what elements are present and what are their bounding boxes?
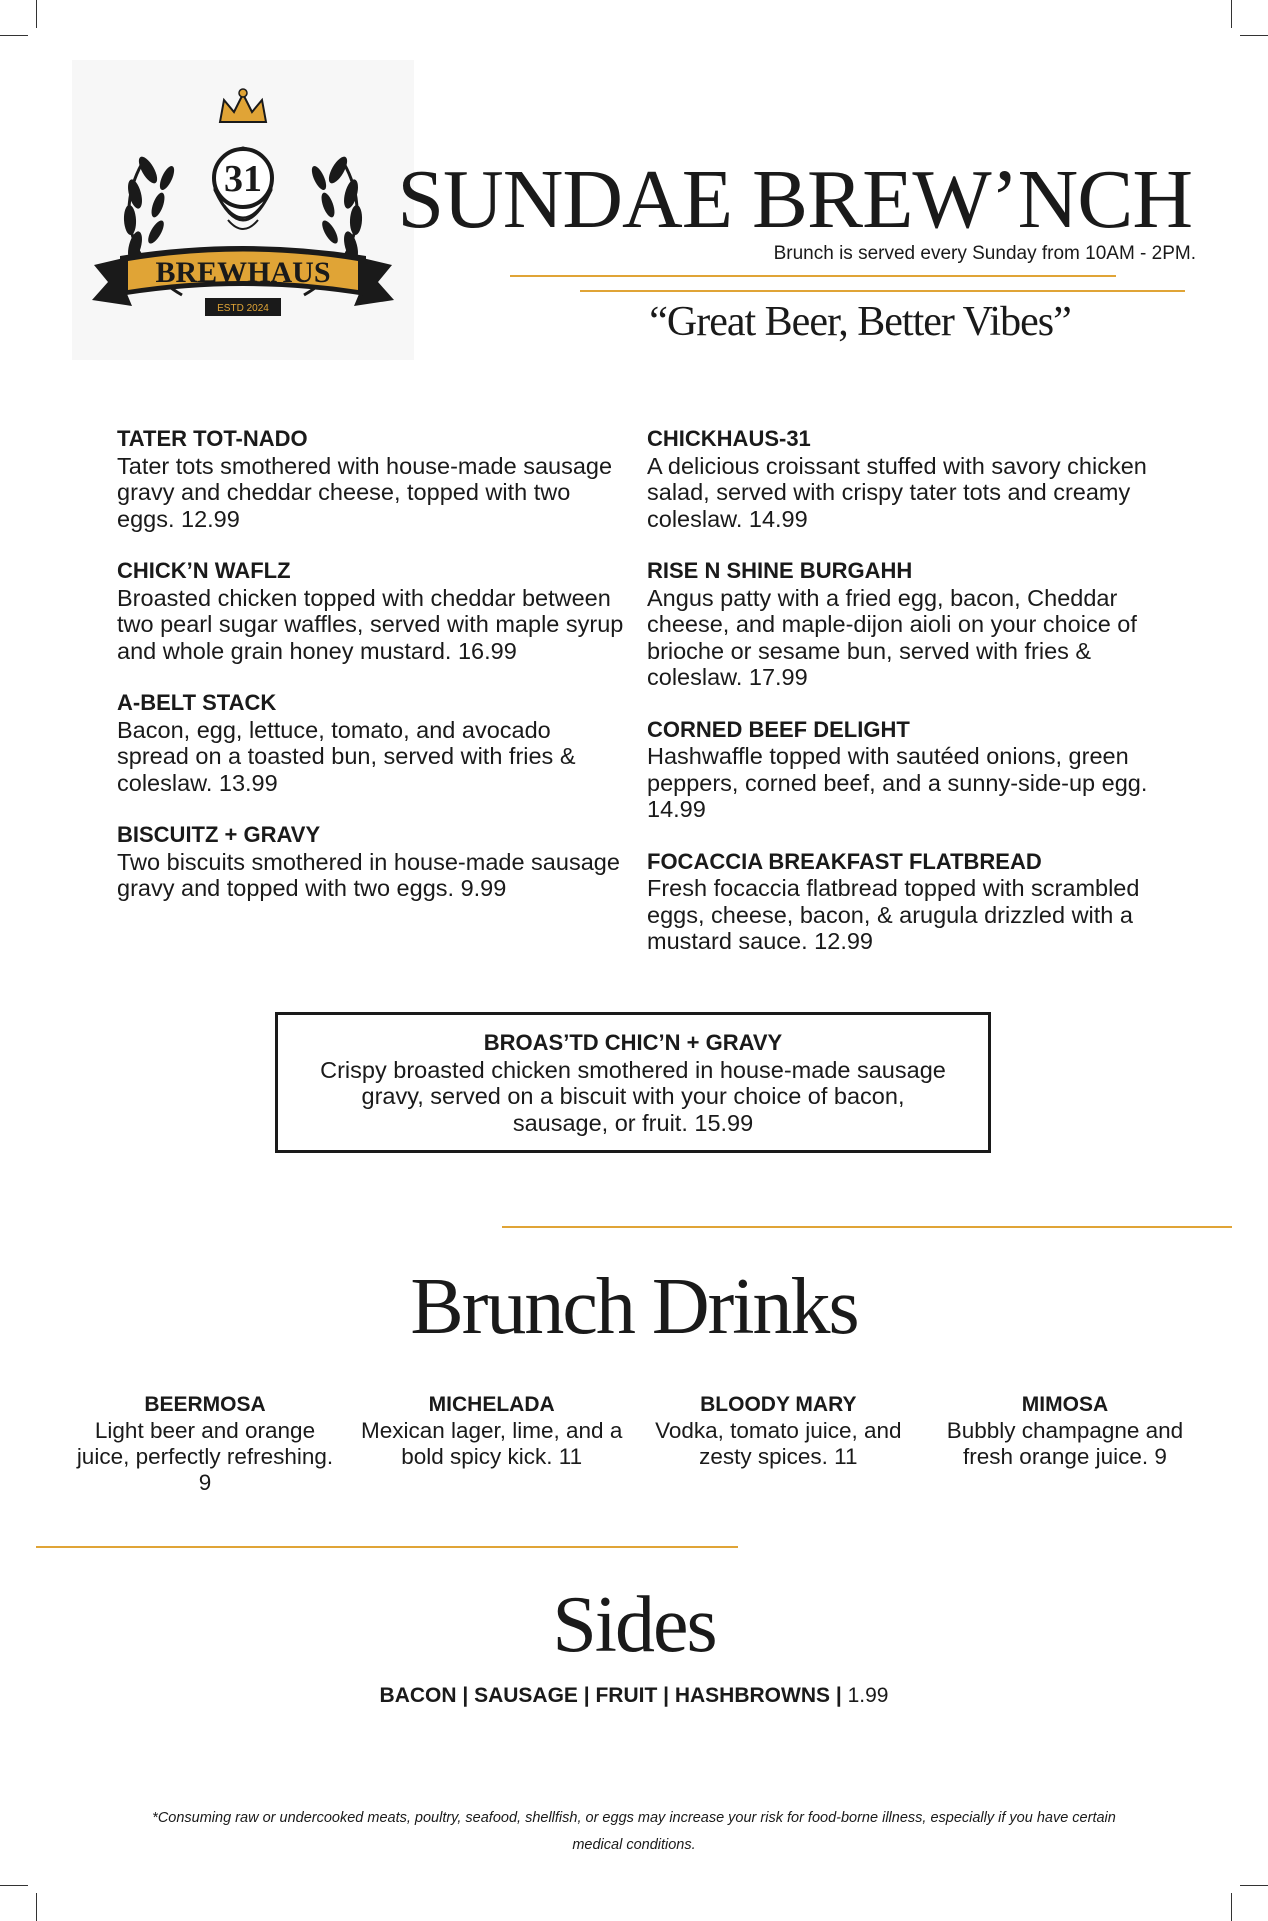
logo-number: 31 (224, 158, 262, 200)
crop-mark (1231, 0, 1232, 28)
divider (502, 1226, 1232, 1228)
menu-item-name: CHICKHAUS-31 (647, 426, 811, 451)
menu-item-name: A-BELT STACK (117, 690, 277, 715)
sides-price: 1.99 (847, 1684, 889, 1707)
divider (36, 1546, 738, 1548)
menu-item-description: Two biscuits smothered in house-made sausage gravy and topped with two eggs. 9.99 (117, 848, 620, 901)
menu-item-name: FOCACCIA BREAKFAST FLATBREAD (647, 848, 1042, 874)
brewhaus-logo (72, 60, 414, 360)
crop-mark (36, 1893, 37, 1921)
logo-established-text: ESTD 2024 (217, 303, 269, 314)
menu-item-name: TATER TOT-NADO (117, 426, 308, 451)
crop-mark (1240, 1885, 1268, 1886)
divider (510, 275, 1116, 277)
tagline: “Great Beer, Better Vibes” (649, 299, 1071, 345)
menu-item-description: Broasted chicken topped with cheddar between two pearl sugar waffles, served with maple syrup and whole grain honey mustard. 16.99 (117, 584, 624, 664)
menu-item-description: Fresh focaccia flatbread topped with scrambled eggs, cheese, bacon, & arugula drizzled with a mustard sauce. 12.99 (647, 875, 1140, 954)
menu-column-right (647, 426, 1157, 981)
page-title: SUNDAE BREW’NCH (397, 153, 1192, 246)
drink-item (357, 1392, 627, 1496)
featured-item-description: Crispy broasted chicken smothered in house-made sausage gravy, served on a biscuit with your choice of bacon, sausage, or fruit. 15.99 (320, 1056, 946, 1136)
menu-item-name: CORNED BEEF DELIGHT (647, 716, 910, 742)
menu-item (117, 558, 627, 664)
featured-item-box (275, 1012, 991, 1153)
drink-description: Vodka, tomato juice, and zesty spices. 11 (655, 1418, 902, 1469)
drink-item (643, 1392, 913, 1496)
drink-name: BEERMOSA (144, 1393, 266, 1416)
menu-item (117, 822, 627, 902)
menu-item-description: Angus patty with a fried egg, bacon, Cheddar cheese, and maple-dijon aioli on your choice of brioche or sesame bun, served with fries & coleslaw. 17.99 (647, 584, 1137, 690)
crop-mark (1240, 35, 1268, 36)
crop-mark (36, 0, 37, 28)
menu-item (117, 690, 627, 796)
crop-mark (0, 1885, 28, 1886)
drink-name: BLOODY MARY (700, 1393, 857, 1416)
drink-description: Bubbly champagne and fresh orange juice. 9 (946, 1418, 1184, 1469)
drinks-list (70, 1392, 1200, 1496)
menu-item-name: BISCUITZ + GRAVY (117, 822, 321, 847)
drink-description: Mexican lager, lime, and a bold spicy kick. 11 (360, 1418, 623, 1469)
menu-column-left (117, 426, 627, 928)
sides-list (0, 1684, 1268, 1708)
divider (580, 290, 1185, 292)
menu-item (647, 717, 1157, 823)
food-safety-disclaimer: *Consuming raw or undercooked meats, poultry, seafood, shellfish, or eggs may increase your risk for food-borne illness, especially if you have certain medical conditions. (152, 1810, 1116, 1853)
crop-mark (0, 35, 28, 36)
drink-description: Light beer and orange juice, perfectly refreshing. 9 (76, 1418, 334, 1495)
drinks-section-title: Brunch Drinks (410, 1263, 858, 1351)
menu-item (117, 426, 627, 532)
menu-item-description: A delicious croissant stuffed with savory chicken salad, served with crispy tater tots and creamy coleslaw. 14.99 (647, 452, 1147, 532)
drink-item (70, 1392, 340, 1496)
sides-section-title: Sides (552, 1581, 716, 1669)
menu-item (647, 558, 1157, 691)
logo-emblem-icon (72, 60, 414, 360)
menu-item-name: RISE N SHINE BURGAHH (647, 558, 913, 583)
logo-brand-text: BREWHAUS (155, 256, 331, 289)
menu-item-description: Hashwaffle topped with sautéed onions, green peppers, corned beef, and a sunny-side-up egg. 14.99 (647, 743, 1148, 822)
sides-items: BACON | SAUSAGE | FRUIT | HASHBROWNS | (379, 1684, 842, 1707)
drink-name: MICHELADA (428, 1393, 555, 1416)
menu-item-name: CHICK’N WAFLZ (117, 558, 291, 583)
drink-item (930, 1392, 1200, 1496)
serving-hours: Brunch is served every Sunday from 10AM - 2PM. (773, 243, 1196, 264)
menu-item-description: Bacon, egg, lettuce, tomato, and avocado spread on a toasted bun, served with fries & coleslaw. 13.99 (117, 716, 576, 796)
drink-name: MIMOSA (1021, 1393, 1109, 1416)
featured-item-name: BROAS’TD CHIC’N + GRAVY (483, 1030, 783, 1055)
menu-item-description: Tater tots smothered with house-made sausage gravy and cheddar cheese, topped with two eggs. 12.99 (117, 452, 613, 532)
menu-item (647, 426, 1157, 532)
crop-mark (1231, 1893, 1232, 1921)
menu-item (647, 849, 1157, 955)
